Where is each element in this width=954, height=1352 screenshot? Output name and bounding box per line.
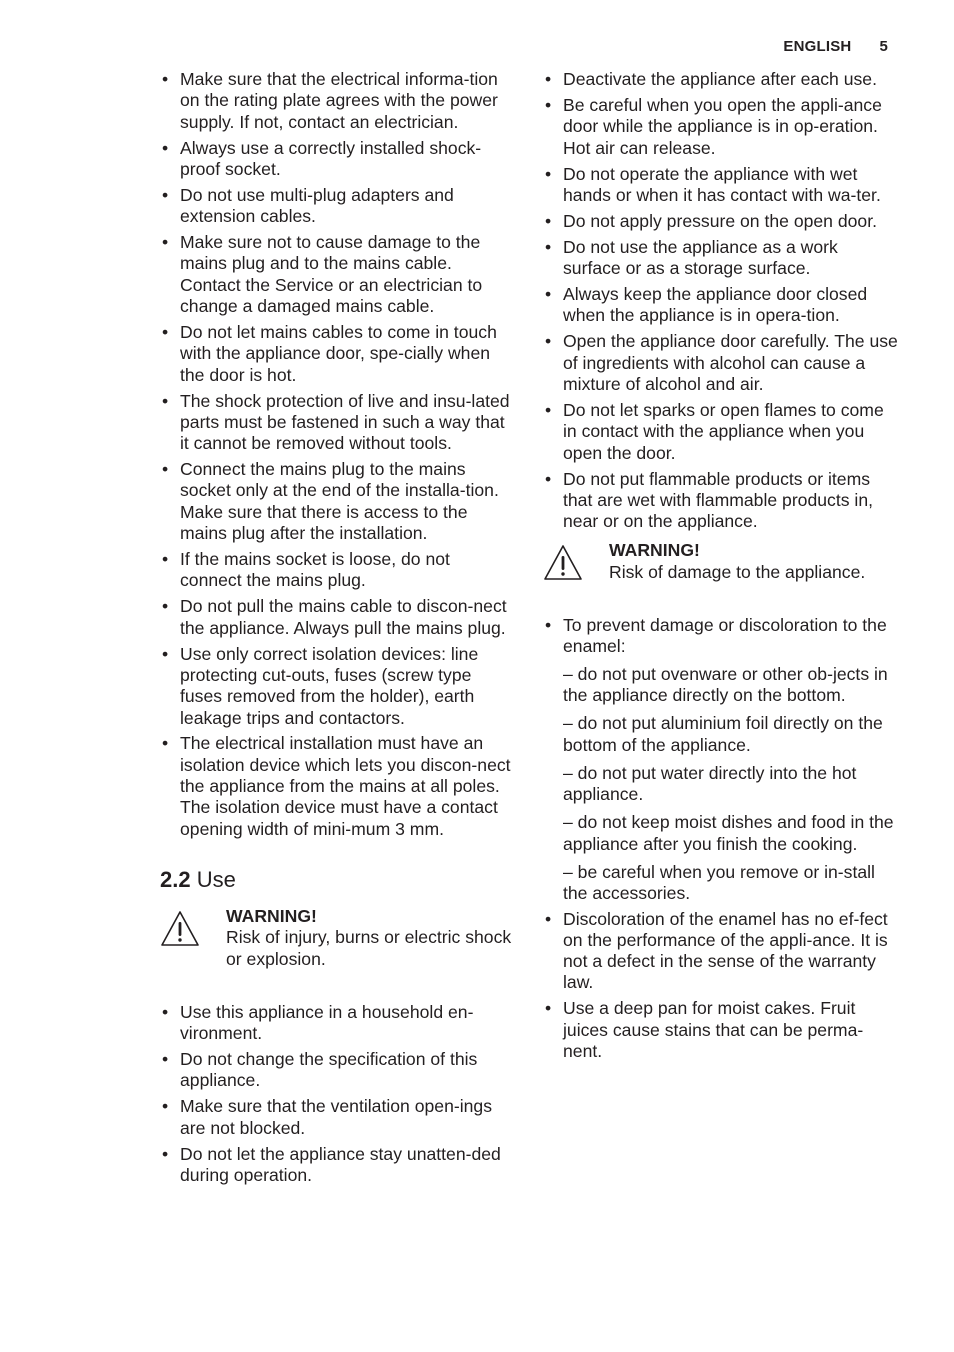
- left-column: [160, 69, 516, 1191]
- list-item: • Always use a correctly installed shock-proof socket.: [160, 138, 516, 181]
- warning-box-damage: [543, 540, 899, 583]
- list-item: • Do not let the appliance stay unatten-ded during operation.: [160, 1144, 516, 1187]
- list-item: • Connect the mains plug to the mains socket only at the end of the installa-tion. Make sure that there is access to the mains plug after the installation.: [160, 459, 516, 544]
- warning-title: WARNING!: [609, 540, 700, 561]
- section-number: 2.2: [160, 866, 191, 892]
- page-number: 5: [879, 38, 888, 55]
- list-item: • The shock protection of live and insu-lated parts must be fastened in such a way that it cannot be removed without tools.: [160, 391, 516, 455]
- list-item: • Do not operate the appliance with wet hands or when it has contact with wa-ter.: [543, 164, 899, 207]
- list-item: • Deactivate the appliance after each use.: [543, 69, 899, 90]
- list-item: • Use this appliance in a household en-vironment.: [160, 1002, 516, 1045]
- list-item: • Use only correct isolation devices: line protecting cut-outs, fuses (screw type fuses removed from the holder), earth leakage trips and contactors.: [160, 644, 516, 729]
- warning-title: WARNING!: [226, 905, 317, 926]
- list-item: • Do not apply pressure on the open door.: [543, 211, 899, 232]
- enamel-subitem: – do not put water directly into the hot appliance.: [563, 762, 857, 805]
- list-item: • Make sure that the electrical informa-tion on the rating plate agrees with the power supply. If not, contact an electrician.: [160, 69, 516, 133]
- right-column: [543, 69, 899, 1067]
- list-item: • Be careful when you open the appli-ance door while the appliance is in op-eration. Hot air can release.: [543, 95, 899, 159]
- enamel-subitem: – do not put aluminium foil directly on the bottom of the appliance.: [563, 713, 883, 755]
- enamel-list: [543, 615, 899, 658]
- list-item: • Do not let sparks or open flames to come in contact with the appliance when you open the door.: [543, 400, 899, 464]
- list-item: • Open the appliance door carefully. The use of ingredients with alcohol can cause a mixture of alcohol and air.: [543, 331, 899, 395]
- list-item: • Always keep the appliance door closed when the appliance is in opera-tion.: [543, 284, 899, 327]
- warning-text: Risk of injury, burns or electric shock or explosion.: [226, 927, 512, 969]
- header-language: ENGLISH: [783, 38, 852, 55]
- enamel-subitem: – be careful when you remove or in-stall the accessories.: [563, 862, 875, 904]
- section-heading: [160, 868, 516, 892]
- section-title: Use: [196, 866, 236, 892]
- list-item: • Do not pull the mains cable to discon-nect the appliance. Always pull the mains plug.: [160, 596, 516, 639]
- warning-triangle-icon: [543, 544, 583, 582]
- list-item: • The electrical installation must have an isolation device which lets you discon-nect the appliance from the mains at all poles. The isolation device must have a contact opening width of mini-mum 3 mm.: [160, 733, 516, 839]
- warning-box-use: [160, 906, 516, 970]
- list-item: • Use a deep pan for moist cakes. Fruit juices cause stains that can be perma-nent.: [543, 998, 899, 1062]
- list-item: • To prevent damage or discoloration to the enamel:: [543, 615, 899, 658]
- warning-text: Risk of damage to the appliance.: [609, 561, 866, 582]
- enamel-notes-list: [543, 909, 899, 1063]
- enamel-subitem: – do not put ovenware or other ob-jects in the appliance directly on the bottom.: [563, 663, 888, 705]
- list-item: • Do not let mains cables to come in touch with the appliance door, spe-cially when the door is hot.: [160, 322, 516, 386]
- list-item: • Do not use multi-plug adapters and extension cables.: [160, 185, 516, 228]
- use-list-continued: [543, 69, 899, 532]
- page-header: [783, 38, 888, 55]
- warning-triangle-icon: [160, 910, 200, 948]
- list-item: • Do not use the appliance as a work surface or as a storage surface.: [543, 237, 899, 280]
- use-list: [160, 1002, 516, 1186]
- list-item: • Discoloration of the enamel has no ef-fect on the performance of the appli-ance. It is not a defect in the sense of the warranty law.: [543, 909, 899, 994]
- enamel-subitem: – do not keep moist dishes and food in the appliance after you finish the cooking.: [563, 812, 894, 854]
- list-item: • If the mains socket is loose, do not connect the mains plug.: [160, 549, 516, 592]
- list-item: • Make sure not to cause damage to the mains plug and to the mains cable. Contact the Service or an electrician to change a damaged mains cable.: [160, 232, 516, 317]
- list-item: • Do not put flammable products or items that are wet with flammable products in, near or on the appliance.: [543, 469, 899, 533]
- list-item: • Make sure that the ventilation open-ings are not blocked.: [160, 1096, 516, 1139]
- list-item: • Do not change the specification of this appliance.: [160, 1049, 516, 1092]
- electrical-safety-list: [160, 69, 516, 840]
